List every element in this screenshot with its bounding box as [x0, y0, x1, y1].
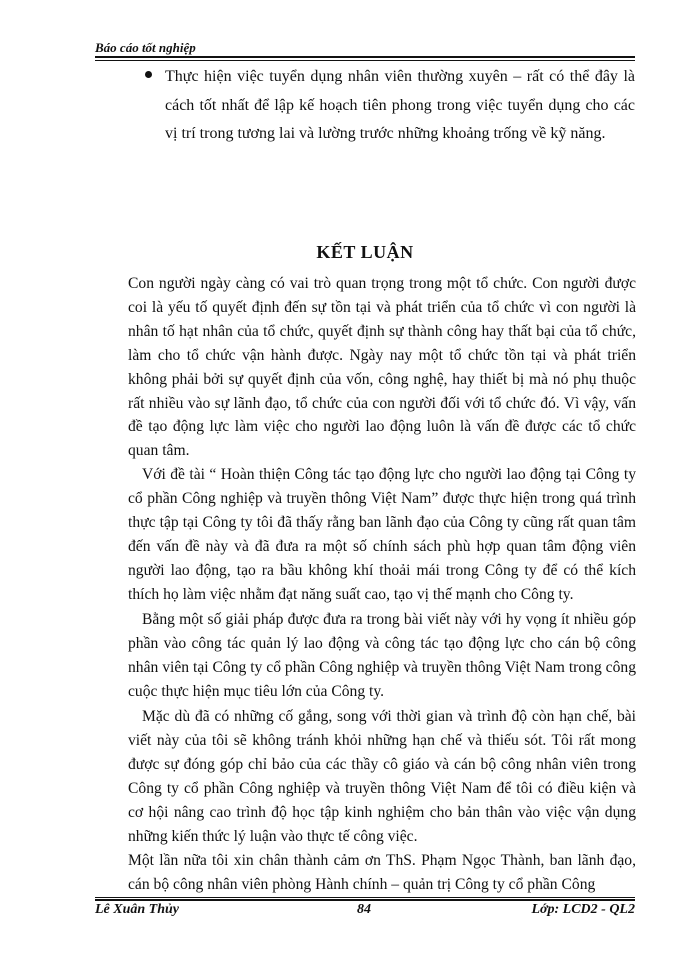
footer-author: Lê Xuân Thủy [95, 902, 180, 917]
bullet-text: Thực hiện việc tuyển dụng nhân viên thường xuyên – rất có thể đây là cách tốt nhất để lập kế hoạch tiên phong trong việc tuyển dụng cho các vị trí trong tương lai và lường trước những khoảng trống về kỹ năng. [165, 68, 635, 142]
paragraph-1-text: Con người ngày càng có vai trò quan trọng trong một tổ chức. Con người được coi là yếu tố quyết định đến sự tồn tại và phát triển của tổ chức vì con người là nhân tố hạt nhân của tổ chức, quyết định sự thành công hay thất bại của tổ chức, làm cho tổ chức vận hành được. Ngày nay một tổ chức tồn tại và phát triển không phải bởi sự quyết định của vốn, công nghệ, hay thiết bị mà nó phụ thuộc rất nhiều vào sự lãnh đạo, tổ chức của con người đối với tổ chức đó. Vì vậy, vấn đề tạo động lực làm việc cho người lao động luôn là vấn đề được các tổ chức quan tâm. [128, 275, 636, 460]
paragraph-2-text: Với đề tài “ Hoàn thiện Công tác tạo động lực cho người lao động tại Công ty cổ phần Công nghiệp và truyền thông Việt Nam” được thực hiện trong quá trình thực tập tại Công ty tôi đã thấy rằng ban lãnh đạo của Công ty cũng rất quan tâm đến vấn đề này và đã đưa ra một số chính sách phù hợp quan tâm động viên người lao động, tạo ra bầu không khí thoải mái trong Công ty để có thể kích thích họ làm việc nhằm đạt năng suất cao, tạo vị thế mạnh cho Công ty. [128, 466, 636, 603]
paragraph-2 [128, 463, 636, 606]
bullet-item [145, 63, 635, 149]
bullet-icon [145, 71, 152, 78]
page-number: 84 [357, 902, 371, 917]
footer-class: Lớp: LCD2 - QL2 [531, 902, 635, 917]
paragraph-3 [128, 608, 636, 704]
header-rule-thick [95, 56, 635, 58]
header-rule-thin [95, 60, 635, 61]
section-title: KẾT LUẬN [316, 242, 414, 262]
paragraph-5 [128, 849, 636, 897]
paragraph-1 [128, 272, 636, 463]
paragraph-4 [128, 705, 636, 848]
paragraph-5-text: Một lần nữa tôi xin chân thành cảm ơn ThS. Phạm Ngọc Thành, ban lãnh đạo, cán bộ công nhân viên phòng Hành chính – quản trị Công ty cổ phần Công [128, 852, 636, 893]
page-footer [95, 902, 635, 924]
footer-rule-thin [95, 897, 635, 898]
paragraph-3-text: Bằng một số giải pháp được đưa ra trong bài viết này với hy vọng ít nhiều góp phần vào công tác quản lý lao động và công tác tạo động lực cho cán bộ công nhân viên tại Công ty cổ phần Công nghiệp và truyền thông Việt Nam trong công cuộc thực hiện mục tiêu lớn của Công ty. [128, 611, 636, 700]
header-title: Báo cáo tốt nghiệp [95, 40, 196, 55]
paragraph-4-text: Mặc dù đã có những cố gắng, song với thời gian và trình độ còn hạn chế, bài viết này của tôi sẽ không tránh khỏi những hạn chế và thiếu sót. Tôi rất mong được sự đóng góp chỉ bảo của các thầy cô giáo và cán bộ công nhân viên trong Công ty cổ phần Công nghiệp và truyền thông Việt Nam để tôi có điều kiện và cơ hội nâng cao trình độ học tập kinh nghiệm cho bản thân vào việc vận dụng những kiến thức lý luận vào thực tế công việc. [128, 708, 636, 845]
page-header [95, 38, 635, 58]
footer-rule-thick [95, 899, 635, 901]
